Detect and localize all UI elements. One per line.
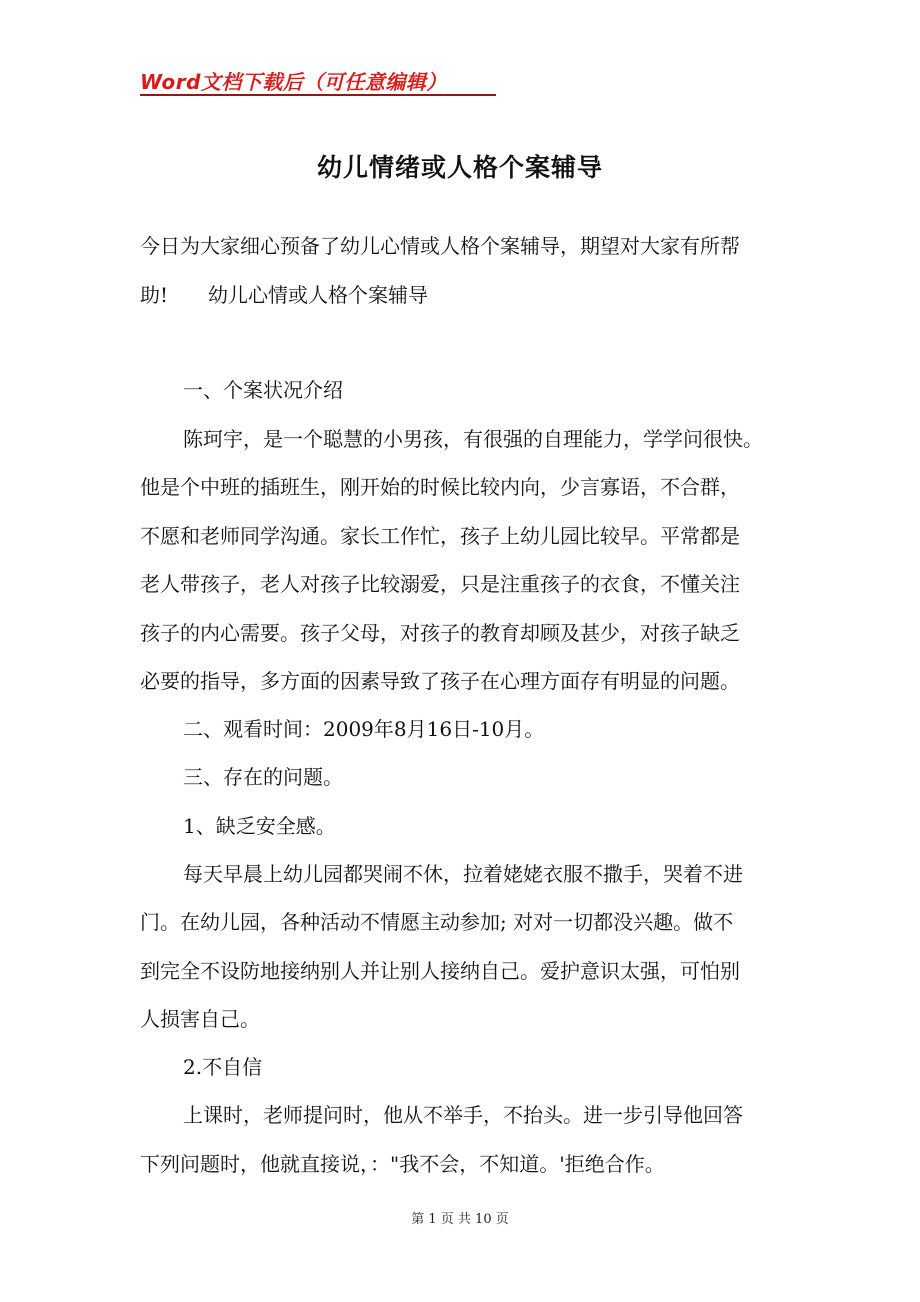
section-heading: 二、观看时间：2009年8月16日-10月。 xyxy=(183,717,545,741)
body-line: 到完全不设防地接纳别人并让别人接纳自己。爱护意识太强，可怕别 xyxy=(140,959,740,983)
subsection-heading: 1、缺乏安全感。 xyxy=(183,814,336,838)
section-heading: 一、个案状况介绍 xyxy=(183,378,343,402)
body-line: 门。在幼儿园，各种活动不情愿主动参加; 对对一切都没兴趣。做不 xyxy=(140,910,734,934)
body-line: 他是个中班的插班生，刚开始的时候比较内向，少言寡语，不合群， xyxy=(140,475,740,499)
body-line: 必要的指导，多方面的因素导致了孩子在心理方面存有明显的问题。 xyxy=(140,669,740,693)
body-line: 上课时，老师提问时，他从不举手，不抬头。进一步引导他回答 xyxy=(183,1103,743,1127)
download-banner-text: Word文档下载后（可任意编辑） xyxy=(140,70,447,94)
body-line: 不愿和老师同学沟通。家长工作忙，孩子上幼儿园比较早。平常都是 xyxy=(140,524,740,548)
body-line: 今日为大家细心预备了幼儿心情或人格个案辅导，期望对大家有所帮 xyxy=(140,234,740,258)
page-number-footer: 第 1 页 共 10 页 xyxy=(411,1212,509,1227)
body-line: 下列问题时，他就直接说，："我不会，不知道。'拒绝合作。 xyxy=(140,1152,665,1176)
subsection-heading: 2.不自信 xyxy=(183,1055,263,1079)
body-line: 每天早晨上幼儿园都哭闹不休，拉着姥姥衣服不撒手，哭着不进 xyxy=(183,862,743,886)
body-line: 助! 幼儿心情或人格个案辅导 xyxy=(140,283,429,307)
download-banner xyxy=(140,64,496,96)
body-line: 老人带孩子，老人对孩子比较溺爱，只是注重孩子的衣食，不懂关注 xyxy=(140,572,740,596)
document-title: 幼儿情绪或人格个案辅导 xyxy=(316,153,603,182)
body-line: 人损害自己。 xyxy=(140,1007,260,1031)
section-heading: 三、存在的问题。 xyxy=(183,765,343,789)
body-line: 陈珂宇，是一个聪慧的小男孩，有很强的自理能力，学学问很快。 xyxy=(183,427,763,451)
body-line: 孩子的内心需要。孩子父母，对孩子的教育却顾及甚少，对孩子缺乏 xyxy=(140,621,740,645)
